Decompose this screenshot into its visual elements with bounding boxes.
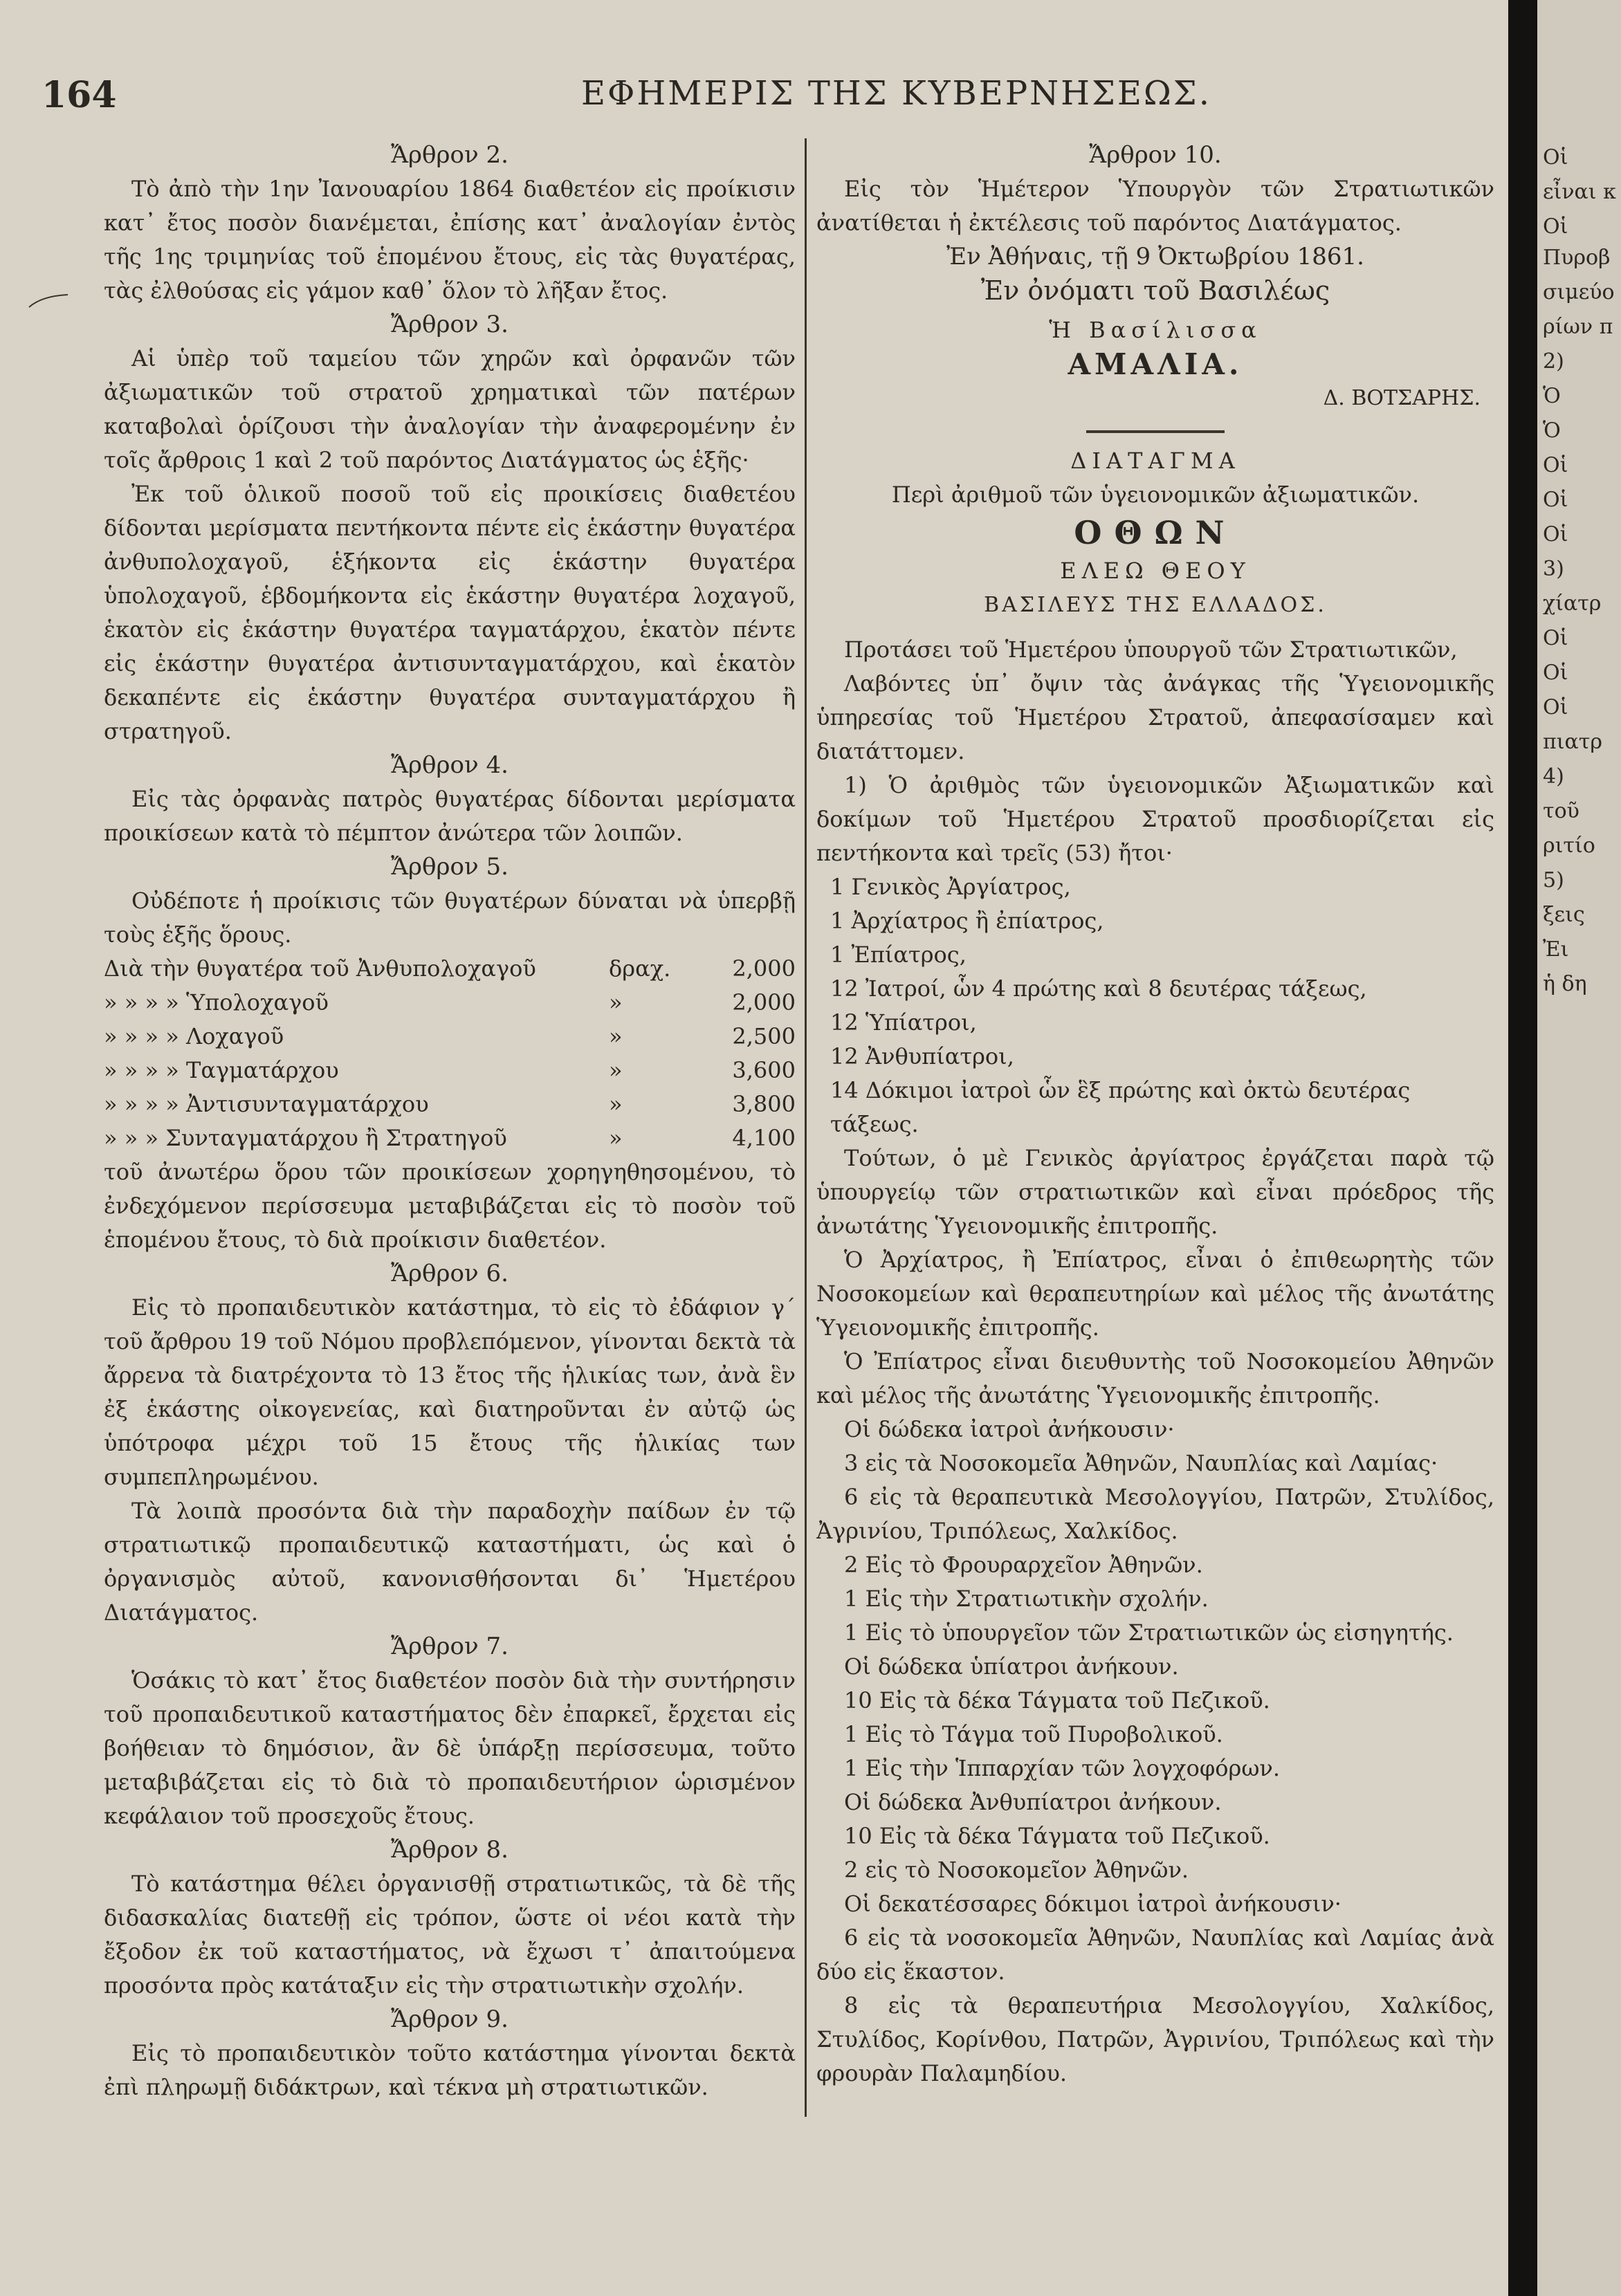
- paragraph: 2 εἰς τὸ Νοσοκομεῖον Ἀθηνῶν.: [844, 1857, 1189, 1883]
- decree-label: ΔΙΑΤΑΓΜΑ: [1070, 448, 1240, 474]
- article-8-text: Τὸ κατάστημα θέλει ὀργανισθῇ στρατιωτικῶς, τὰ δὲ τῆς διδασκαλίας διατεθῇ εἰς τρόπον, ὥστε οἱ νέοι κατὰ τὴν ἔξοδον ἐκ τοῦ καταστήματος, νὰ ἔχωσι τ᾽ ἀπαιτούμενα προσόντα πρὸς κατάταξιν εἰς τὴν στρατιωτικὴν σχολήν.: [104, 1871, 796, 1999]
- queen-title: Ἡ Βασίλισσα: [1049, 317, 1262, 343]
- adjacent-page-fragment: [1537, 0, 1621, 2296]
- article-6-para-2: Τὰ λοιπὰ προσόντα διὰ τὴν παραδοχὴν παίδων ἐν τῷ στρατιωτικῷ προπαιδευτικῷ καταστήματι, ὡς καὶ ὁ ὀργανισμὸς αὐτοῦ, κανονισθήσονται δι᾽ Ἡμετέρου Διατάγματος.: [104, 1498, 796, 1626]
- table-row: [104, 1054, 796, 1087]
- article-2-text: Τὸ ἀπὸ τὴν 1ην Ἰανουαρίου 1864 διαθετέον εἰς προίκισιν κατ᾽ ἔτος ποσὸν διανέμεται, ἐπίσης κατ᾽ ἀναλογίαν ἐντὸς τῆς 1ης τριμηνίας τοῦ ἑπομένου ἔτους, εἰς τὰς θυγατέρας, τὰς ἐλθούσας εἰς γάμον καθ᾽ ὅλον τὸ λῆξαν ἔτος.: [104, 176, 796, 304]
- paragraph: Οἱ δεκατέσσαρες δόκιμοι ἰατροὶ ἀνήκουσιν·: [844, 1891, 1341, 1917]
- amount-currency: »: [609, 989, 623, 1016]
- fragment-line: τοῦ: [1543, 799, 1579, 823]
- article-10-title: Ἄρθρον 10.: [1089, 141, 1222, 169]
- amount-currency: »: [609, 1091, 623, 1117]
- article-3-title: Ἄρθρον 3.: [391, 311, 509, 338]
- article-9-title: Ἄρθρον 9.: [391, 2005, 509, 2033]
- paragraph: Οἱ δώδεκα ἰατροὶ ἀνήκουσιν·: [844, 1416, 1175, 1442]
- paragraph: Ὁ Ἐπίατρος εἶναι διευθυντὴς τοῦ Νοσοκομείου Ἀθηνῶν καὶ μέλος τῆς ἀνωτάτης Ὑγειονομικῆς ἐπιτροπῆς.: [816, 1348, 1494, 1408]
- paragraph: 1 Εἰς τὸ ὑπουργεῖον τῶν Στρατιωτικῶν ὡς εἰσηγητής.: [844, 1619, 1454, 1646]
- fragment-line: Οἱ: [1543, 626, 1568, 650]
- article-7-title: Ἄρθρον 7.: [391, 1633, 509, 1660]
- paragraph: 10 Εἰς τὰ δέκα Τάγματα τοῦ Πεζικοῦ.: [844, 1823, 1270, 1849]
- right-column: [816, 138, 1494, 2255]
- article-5-intro: Οὐδέποτε ἡ προίκισις τῶν θυγατέρων δύναται νὰ ὑπερβῇ τοὺς ἑξῆς ὅρους.: [104, 888, 796, 948]
- fragment-line: 3): [1543, 557, 1564, 581]
- article-3-para-2: Ἐκ τοῦ ὁλικοῦ ποσοῦ τοῦ εἰς προικίσεις διαθετέου δίδονται μερίσματα πεντήκοντα πέντε εἰς ἑκάστην θυγατέρα ἀνθυπολοχαγοῦ, ἑξήκοντα εἰς ἑκάστην θυγατέρα ὑπολοχαγοῦ, ἑβδομήκοντα εἰς ἑκάστην θυγατέρα λοχαγοῦ, ἑκατὸν εἰς ἑκάστην θυγατέρα ταγματάρχου, ἑκατὸν πέντε εἰς ἑκάστην θυγατέρα ἀντισυνταγματάρχου, καὶ ἑκατὸν δεκαπέντε εἰς ἑκάστην θυγατέρα συνταγματάρχου ἢ στρατηγοῦ.: [104, 481, 796, 744]
- amount-label: » » » » Ἀντισυνταγματάρχου: [104, 1091, 429, 1117]
- list-item: 1 Γενικὸς Ἀργίατρος,: [830, 874, 1071, 900]
- article-10-text: Εἰς τὸν Ἡμέτερον Ὑπουργὸν τῶν Στρατιωτικῶν ἀνατίθεται ἡ ἐκτέλεσις τοῦ παρόντος Διατάγματος.: [816, 176, 1494, 236]
- page-header: [42, 66, 1481, 121]
- king-title: ΒΑΣΙΛΕΥΣ ΤΗΣ ΕΛΛΑΔΟΣ.: [984, 593, 1327, 617]
- paragraph: 10 Εἰς τὰ δέκα Τάγματα τοῦ Πεζικοῦ.: [844, 1687, 1270, 1714]
- amount-value: 4,100: [732, 1125, 796, 1151]
- amount-value: 2,000: [732, 989, 796, 1016]
- list-item: 12 Ἰατροί, ὧν 4 πρώτης καὶ 8 δευτέρας τάξεως,: [830, 975, 1367, 1002]
- dowry-amounts-table: [104, 952, 796, 1155]
- fragment-line: Οἱ: [1543, 488, 1568, 512]
- paragraph: Οἱ δώδεκα ὑπίατροι ἀνήκουν.: [844, 1653, 1179, 1680]
- article-5-after: τοῦ ἀνωτέρω ὅρου τῶν προικίσεων χορηγηθησομένου, τὸ ἐνδεχόμενον περίσσευμα μεταβιβάζεται εἰς τὸ ποσὸν τοῦ ἑπομένου ἔτους, τὸ διὰ προίκισιν διαθετέον.: [104, 1159, 796, 1253]
- section-1: 1) Ὁ ἀριθμὸς τῶν ὑγειονομικῶν Ἀξιωματικῶν καὶ δοκίμων τοῦ Ἡμετέρου Στρατοῦ προσδιορίζεται εἰς πεντήκοντα καὶ τρεῖς (53) ἤτοι·: [816, 772, 1494, 866]
- paragraph: Οἱ δώδεκα Ἀνθυπίατροι ἀνήκουν.: [844, 1789, 1222, 1815]
- list-item: 1 Ἐπίατρος,: [830, 942, 967, 968]
- table-row: [104, 1087, 796, 1121]
- amount-currency: »: [609, 1057, 623, 1083]
- list-item: 12 Ἀνθυπίατροι,: [830, 1043, 1014, 1069]
- fragment-line: Οἱ: [1543, 695, 1568, 719]
- list-item: 1 Ἀρχίατρος ἢ ἐπίατρος,: [830, 908, 1104, 934]
- preamble: Λαβόντες ὑπ᾽ ὄψιν τὰς ἀνάγκας τῆς Ὑγειονομικῆς ὑπηρεσίας τοῦ Ἡμετέρου Στρατοῦ, ἀπεφασίσαμεν καὶ διατάττομεν.: [816, 670, 1494, 764]
- running-head: ΕΦΗΜΕΡΙΣ ΤΗΣ ΚΥΒΕΡΝΗΣΕΩΣ.: [581, 74, 1211, 113]
- fragment-line: Οἱ: [1543, 145, 1568, 169]
- amount-currency: »: [609, 1125, 623, 1151]
- in-name-of-king: Ἐν ὀνόματι τοῦ Βασιλέως: [980, 275, 1330, 306]
- amount-label: Διὰ τὴν θυγατέρα τοῦ Ἀνθυπολοχαγοῦ: [104, 955, 536, 982]
- column-divider: [805, 138, 807, 2117]
- fragment-line: Πυροβ: [1543, 246, 1611, 270]
- decree-date: Ἐν Ἀθήναις, τῇ 9 Ὀκτωβρίου 1861.: [946, 243, 1364, 270]
- table-row: [104, 986, 796, 1020]
- fragment-line: χίατρ: [1543, 591, 1602, 616]
- paragraph: 8 εἰς τὰ θεραπευτήρια Μεσολογγίου, Χαλκίδος, Στυλίδος, Κορίνθου, Πατρῶν, Ἀγρινίου, Τριπόλεως καὶ τὴν φρουρὰν Παλαμηδίου.: [816, 1992, 1494, 2086]
- article-4-title: Ἄρθρον 4.: [391, 751, 509, 779]
- margin-mark: [28, 291, 69, 311]
- fragment-line: Οἱ: [1543, 661, 1568, 685]
- by-grace-of-god: ΕΛΕΩ ΘΕΟΥ: [1060, 558, 1251, 584]
- paragraph: 3 εἰς τὰ Νοσοκομεῖα Ἀθηνῶν, Ναυπλίας καὶ Λαμίας·: [844, 1450, 1438, 1476]
- amount-value: 3,800: [732, 1091, 796, 1117]
- fragment-line: Οἱ: [1543, 522, 1568, 547]
- article-7-text: Ὁσάκις τὸ κατ᾽ ἔτος διαθετέον ποσὸν διὰ τὴν συντήρησιν τοῦ προπαιδευτικοῦ καταστήματος δὲν ἐπαρκεῖ, ἔρχεται εἰς βοήθειαν τὸ δημόσιον, ἂν δὲ ὑπάρξῃ περίσσευμα, τοῦτο μεταβιβάζεται εἰς τὸ διὰ τὸ προπαιδευτήριον ὡρισμένον κεφάλαιον τοῦ προσεχοῦς ἔτους.: [104, 1667, 796, 1829]
- paragraph: Τούτων, ὁ μὲ Γενικὸς ἀργίατρος ἐργάζεται παρὰ τῷ ὑπουργείῳ τῶν στρατιωτικῶν καὶ εἶναι πρόεδρος τῆς ἀνωτάτης Ὑγειονομικῆς ἐπιτροπῆς.: [816, 1145, 1494, 1239]
- amount-currency: δραχ.: [609, 955, 671, 982]
- article-5-title: Ἄρθρον 5.: [391, 853, 509, 881]
- fragment-line: ἡ δη: [1543, 972, 1587, 996]
- page-number: 164: [42, 74, 117, 116]
- fragment-line: Ὁ: [1543, 419, 1561, 443]
- left-column: [104, 138, 796, 2255]
- paragraph: Ὁ Ἀρχίατρος, ἢ Ἐπίατρος, εἶναι ὁ ἐπιθεωρητὴς τῶν Νοσοκομείων καὶ θεραπευτηρίων καὶ μέλος τῆς ἀνωτάτης Ὑγειονομικῆς ἐπιτροπῆς.: [816, 1247, 1494, 1341]
- paragraph: 1 Εἰς τὴν Στρατιωτικὴν σχολήν.: [844, 1586, 1209, 1612]
- amount-label: » » » Συνταγματάρχου ἢ Στρατηγοῦ: [104, 1125, 507, 1151]
- table-row: [104, 952, 796, 986]
- fragment-line: Οἱ: [1543, 453, 1568, 477]
- book-binding: [1508, 0, 1537, 2296]
- fragment-line: Ὁ: [1543, 384, 1561, 408]
- list-item: 14 Δόκιμοι ἰατροὶ ὧν ἓξ πρώτης καὶ ὀκτὼ δευτέρας τάξεως.: [830, 1077, 1411, 1137]
- fragment-line: Ἐι: [1543, 937, 1569, 962]
- article-6-title: Ἄρθρον 6.: [391, 1260, 509, 1287]
- amount-currency: »: [609, 1023, 623, 1049]
- section-divider: [1086, 430, 1225, 433]
- amount-value: 2,500: [732, 1023, 796, 1049]
- list-item: 12 Ὑπίατροι,: [830, 1009, 977, 1036]
- amount-label: » » » » Ὑπολοχαγοῦ: [104, 989, 329, 1016]
- paragraph: 1 Εἰς τὸ Τάγμα τοῦ Πυροβολικοῦ.: [844, 1721, 1223, 1747]
- table-row: [104, 1020, 796, 1054]
- paragraph: 6 εἰς τὰ νοσοκομεῖα Ἀθηνῶν, Ναυπλίας καὶ Λαμίας ἀνὰ δύο εἰς ἕκαστον.: [816, 1925, 1494, 1985]
- paragraph: 1 Εἰς τὴν Ἱππαρχίαν τῶν λογχοφόρων.: [844, 1755, 1281, 1781]
- paragraph: 6 εἰς τὰ θεραπευτικὰ Μεσολογγίου, Πατρῶν, Στυλίδος, Ἀγρινίου, Τριπόλεως, Χαλκίδος.: [816, 1484, 1494, 1544]
- article-4-text: Εἰς τὰς ὀρφανὰς πατρὸς θυγατέρας δίδονται μερίσματα προικίσεων κατὰ τὸ πέμπτον ἀνώτερα τῶν λοιπῶν.: [104, 786, 796, 846]
- proposal-line: Προτάσει τοῦ Ἡμετέρου ὑπουργοῦ τῶν Στρατιωτικῶν,: [844, 636, 1458, 663]
- fragment-line: σιμεύο: [1543, 280, 1615, 304]
- article-9-text: Εἰς τὸ προπαιδευτικὸν τοῦτο κατάστημα γίνονται δεκτὰ ἐπὶ πληρωμῇ διδάκτρων, καὶ τέκνα μὴ στρατιωτικῶν.: [104, 2040, 796, 2100]
- article-3-para-1: Αἱ ὑπὲρ τοῦ ταμείου τῶν χηρῶν καὶ ὀρφανῶν τῶν ἀξιωματικῶν τοῦ στρατοῦ χρηματικαὶ τῶν πατέρων καταβολαὶ ὁρίζουσι τὴν ἀναλογίαν τὴν ἀναφερομένην ἐν τοῖς ἄρθροις 1 καὶ 2 τοῦ παρόντος Διατάγματος ὡς ἑξῆς·: [104, 345, 796, 473]
- article-6-para-1: Εἰς τὸ προπαιδευτικὸν κατάστημα, τὸ εἰς τὸ ἐδάφιον γ´ τοῦ ἄρθρου 19 τοῦ Νόμου προβλεπόμενον, γίνονται δεκτὰ τὰ ἄρρενα τὰ διατρέχοντα τὸ 13 ἔτος τῆς ἡλικίας των, ἀνὰ ἓν ἐξ ἑκάστης οἰκογενείας, καὶ διατηροῦνται ἐν αὐτῷ ὡς ὑπότροφα μέχρι τοῦ 15 ἔτους τῆς ἡλικίας των συμπεπληρωμένου.: [104, 1294, 796, 1490]
- queen-signature: ΑΜΑΛΙΑ.: [1068, 347, 1243, 381]
- paragraph: 2 Εἰς τὸ Φρουραρχεῖον Ἀθηνῶν.: [844, 1552, 1203, 1578]
- amount-value: 3,600: [732, 1057, 796, 1083]
- fragment-line: ρίων π: [1543, 315, 1613, 339]
- fragment-line: 5): [1543, 868, 1564, 892]
- fragment-line: 2): [1543, 349, 1564, 374]
- amount-label: » » » » Ταγματάρχου: [104, 1057, 339, 1083]
- fragment-line: πιατρ: [1543, 730, 1602, 754]
- king-name: ΟΘΩΝ: [1074, 514, 1237, 551]
- fragment-line: εἶναι κ: [1543, 180, 1616, 204]
- article-8-title: Ἄρθρον 8.: [391, 1836, 509, 1864]
- amount-value: 2,000: [732, 955, 796, 982]
- amount-label: » » » » Λοχαγοῦ: [104, 1023, 284, 1049]
- fragment-line: 4): [1543, 764, 1564, 789]
- fragment-line: ριτίο: [1543, 834, 1595, 858]
- decree-subject: Περὶ ἀριθμοῦ τῶν ὑγειονομικῶν ἀξιωματικῶν.: [891, 481, 1420, 508]
- table-row: [104, 1121, 796, 1155]
- fragment-line: Οἱ: [1543, 214, 1568, 239]
- minister-signature: Δ. ΒΟΤΣΑΡΗΣ.: [1323, 386, 1481, 410]
- article-2-title: Ἄρθρον 2.: [391, 141, 509, 169]
- fragment-line: ξεις: [1543, 903, 1585, 927]
